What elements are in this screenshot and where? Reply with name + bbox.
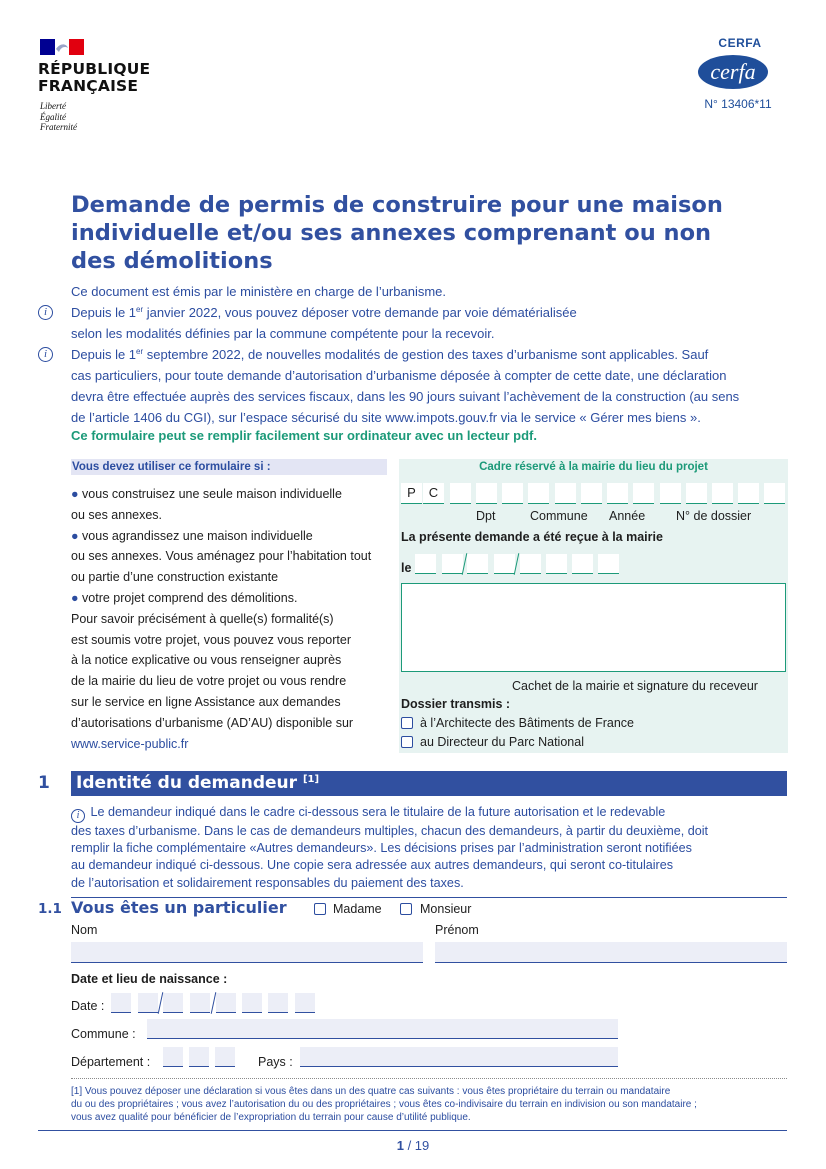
prenom-input[interactable] <box>435 942 787 963</box>
receipt-date-cell[interactable] <box>546 554 567 574</box>
dossier-cell[interactable] <box>607 483 628 504</box>
commune-input[interactable] <box>147 1019 618 1039</box>
receipt-date-cell[interactable] <box>442 554 463 574</box>
dossier-cell[interactable] <box>633 483 654 504</box>
cerfa-logo <box>697 54 769 90</box>
received-label: La présente demande a été reçue à la mairie <box>401 530 663 544</box>
footnote-ref: [1] <box>302 774 320 785</box>
label-commune: Commune <box>530 509 588 523</box>
page-title: Demande de permis de construire pour une maison individuelle et/ou ses annexes comprenant ou non des démolitions <box>71 192 723 274</box>
date-label: Date : <box>71 999 105 1013</box>
birth-date-cell[interactable] <box>163 993 183 1013</box>
page-number: 1 / 19 <box>396 1138 430 1153</box>
section-title-bar: Identité du demandeur [1] <box>71 771 787 796</box>
birth-date-cell[interactable] <box>111 993 131 1013</box>
pays-input[interactable] <box>300 1047 618 1067</box>
monsieur-checkbox[interactable] <box>400 903 412 915</box>
birth-date-cell[interactable] <box>242 993 262 1013</box>
label-annee: Année <box>609 509 646 523</box>
birth-date-cell[interactable] <box>268 993 288 1013</box>
cerfa-number: N° 13406*11 <box>704 97 772 111</box>
prefix-cell: C <box>423 483 444 504</box>
pays-label: Pays : <box>258 1055 293 1069</box>
footnote: [1] Vous pouvez déposer une déclaration si vous êtes dans un des quatre cas suivants : vous êtes propriétaire du terrain ou mandataire du ou des propriétaires ; vous avez l’autorisation du ou des propriétaires ; vous êtes co-indivisaire du terrain en indivision ou son mandataire ; vous avez qualité pour bénéficier de l’expropriation du terrain pour cause d’utilité publique. <box>71 1086 697 1123</box>
abf-label: à l’Architecte des Bâtiments de France <box>420 716 634 730</box>
dossier-cell[interactable] <box>555 483 576 504</box>
receipt-date-cell[interactable] <box>520 554 541 574</box>
receipt-date-cell[interactable] <box>598 554 619 574</box>
stamp-area[interactable] <box>401 583 786 672</box>
parc-national-checkbox[interactable] <box>401 736 413 748</box>
republic-flag-logo <box>40 39 84 55</box>
receipt-date-cell[interactable] <box>415 554 436 574</box>
pdf-fill-hint: Ce formulaire peut se remplir facilement sur ordinateur avec un lecteur pdf. <box>71 428 537 443</box>
bottom-rule <box>38 1130 787 1131</box>
republic-name: RÉPUBLIQUE FRANÇAISE <box>38 60 151 95</box>
label-dpt: Dpt <box>476 509 496 523</box>
nom-label: Nom <box>71 923 98 937</box>
departement-cell[interactable] <box>189 1047 209 1067</box>
birth-date-cell[interactable] <box>295 993 315 1013</box>
dossier-cell[interactable] <box>764 483 785 504</box>
commune-label: Commune : <box>71 1027 136 1041</box>
receipt-date-cell[interactable] <box>467 554 488 574</box>
prefix-cell: P <box>401 483 422 504</box>
birth-date-cell[interactable] <box>190 993 210 1013</box>
dossier-cell[interactable] <box>712 483 733 504</box>
intro-info-1: Depuis le 1er janvier 2022, vous pouvez déposer votre demande par voie dématérialisée selon les modalités définies par la commune compétente pour la recevoir. <box>71 305 577 341</box>
receipt-date-cell[interactable] <box>494 554 515 574</box>
monsieur-label: Monsieur <box>420 902 472 916</box>
birth-date-cell[interactable] <box>216 993 236 1013</box>
dossier-cell[interactable] <box>528 483 549 504</box>
cerfa-label: CERFA <box>718 36 762 50</box>
dossier-cell[interactable] <box>660 483 681 504</box>
departement-label: Département : <box>71 1055 151 1069</box>
footnote-divider <box>71 1078 787 1079</box>
birth-heading: Date et lieu de naissance : <box>71 972 228 986</box>
departement-cell[interactable] <box>163 1047 183 1067</box>
departement-cell[interactable] <box>215 1047 235 1067</box>
info-icon: i <box>38 305 53 320</box>
must-use-heading: Vous devez utiliser ce formulaire si : <box>71 459 387 475</box>
info-icon: i <box>38 347 53 362</box>
stamp-caption: Cachet de la mairie et signature du receveur <box>512 679 758 693</box>
cerfa-logo-text: cerfa <box>710 59 756 84</box>
dossier-cell[interactable] <box>738 483 759 504</box>
service-public-link[interactable]: www.service-public.fr <box>71 736 189 751</box>
receipt-date-cell[interactable] <box>572 554 593 574</box>
section-number: 1 <box>38 773 50 793</box>
dossier-cell[interactable] <box>686 483 707 504</box>
republic-motto: Liberté Égalité Fraternité <box>40 101 77 132</box>
madame-label: Madame <box>333 902 382 916</box>
mairie-reserved-box <box>399 459 788 753</box>
must-use-text: ● vous construisez une seule maison individuelle ou ses annexes. ● vous agrandissez une maison individuelle ou ses annexes. Vous aménagez pour l’habitation tout ou partie d’une construction existante ● votre projet comprend des démolitions. Pour savoir précisément à quelle(s) formalité(s) est soumis votre projet, vous pouvez vous reporter à la notice explicative ou vous renseigner auprès de la mairie du lieu de votre projet ou vous rendre sur le service en ligne Assistance aux demandes d’autorisations d’urbanisme (AD’AU) disponible sur www.service-public.fr <box>71 484 393 754</box>
dossier-cell[interactable] <box>502 483 523 504</box>
subsection-title: Vous êtes un particulier <box>71 898 287 917</box>
label-dossier: N° de dossier <box>676 509 752 523</box>
mairie-heading: Cadre réservé à la mairie du lieu du projet <box>479 461 708 473</box>
intro-info-2: Depuis le 1er septembre 2022, de nouvelles modalités de gestion des taxes d’urbanisme sont applicables. Sauf cas particuliers, pour toute demande d’autorisation d’urbanisme déposée à compter de cette date, une déclaration devra être effectuée auprès des services fiscaux, dans les 90 jours suivant l’achèvement de la construction (au sens de l’article 1406 du CGI), sur l’espace sécurisé du site www.impots.gouv.fr via le service « Gérer mes biens ». <box>71 347 740 425</box>
subsection-number: 1.1 <box>38 901 62 917</box>
section-note: i Le demandeur indiqué dans le cadre ci-dessous sera le titulaire de la future autorisation et le redevable des taxes d’urbanisme. Dans le cas de demandeurs multiples, chacun des demandeurs, à partir du deuxième, doit remplir la fiche complémentaire «Autres demandeurs». Les décisions prises par l’administration seront notifiées au demandeur indiqué ci-dessous. Une copie sera adressée aux autres demandeurs, qui seront co-titulaires de l’autorisation et solidairement responsables du paiement des taxes. <box>71 805 709 890</box>
parc-national-label: au Directeur du Parc National <box>420 735 584 749</box>
transmitted-label: Dossier transmis : <box>401 697 511 711</box>
nom-input[interactable] <box>71 942 423 963</box>
le-label: le <box>401 561 412 575</box>
dossier-cell[interactable] <box>450 483 471 504</box>
info-icon: i <box>71 809 85 823</box>
abf-checkbox[interactable] <box>401 717 413 729</box>
madame-checkbox[interactable] <box>314 903 326 915</box>
birth-date-cell[interactable] <box>138 993 158 1013</box>
intro-line: Ce document est émis par le ministère en charge de l’urbanisme. <box>71 284 447 299</box>
dossier-cell[interactable] <box>476 483 497 504</box>
prenom-label: Prénom <box>435 923 479 937</box>
dossier-cell[interactable] <box>581 483 602 504</box>
